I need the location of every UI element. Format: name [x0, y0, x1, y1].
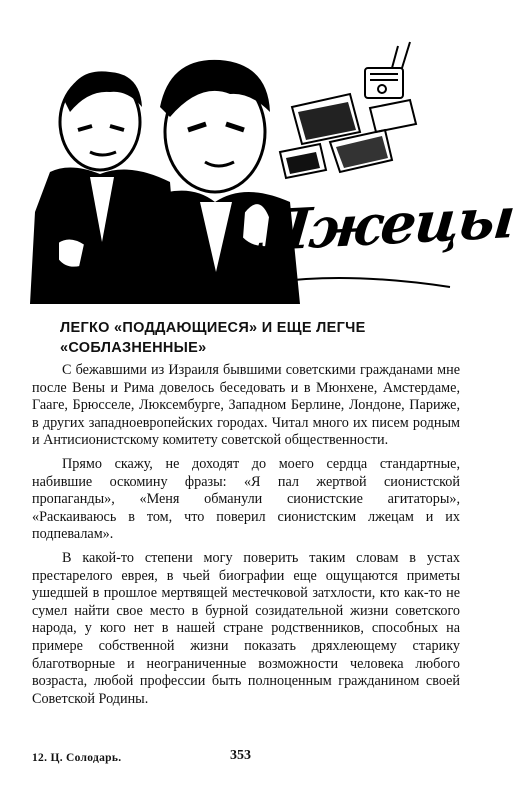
paragraph: С бежавшими из Израиля бывшими советскими гражданами мне после Вены и Рима довелось беседовать и в Мюнхене, Амстердаме, Гааге, Брюсселе, Люксембурге, Западном Берлине, Лондоне, Париже, в других западноевропейских городах. Читал много их писем родным и Антисионистскому комитету советской общественности.	[32, 362, 460, 449]
paragraph: Прямо скажу, не доходят до моего сердца стандартные, набившие оскомину фразы: «Я пал жертвой сионистской пропаганды», «Меня обманули сионистские агитаторы», «Раскаиваюсь в том, что поверил сионистским лжецам и их подпевалам».	[32, 455, 460, 543]
illustration-title-lettering: Лжецы	[258, 185, 516, 265]
subheading-line-2: «СОБЛАЗНЕННЫЕ»	[60, 340, 207, 356]
chapter-subheading	[60, 318, 460, 358]
flying-leaflets	[280, 94, 416, 178]
signature-mark: 12. Ц. Солодарь.	[32, 752, 122, 764]
radio-icon	[365, 42, 410, 98]
body-text	[32, 362, 460, 708]
subheading-line-1: ЛЕГКО «ПОДДАЮЩИЕСЯ» И ЕЩЕ ЛЕГЧЕ	[60, 320, 366, 336]
page-number: 353	[230, 748, 251, 763]
paragraph: В какой-то степени могу поверить таким словам в устах престарелого еврея, в чьей биографии еще ощущаются приметы ушедшей в прошлое мертвящей местечковой затхлости, кто как-то не сумел найти свое место в бурной созидательной жизни советского народа, у кого нет в нашей стране родственников, способных на примере собственной жизни показать дряхлеющему старику благотворные и неограниченные возможности человека любого возраста, любой профессии быть полноценным гражданином своей Советской Родины.	[32, 549, 460, 707]
header-illustration	[30, 12, 460, 304]
ink-drawing-two-men-with-microphone	[30, 12, 460, 304]
